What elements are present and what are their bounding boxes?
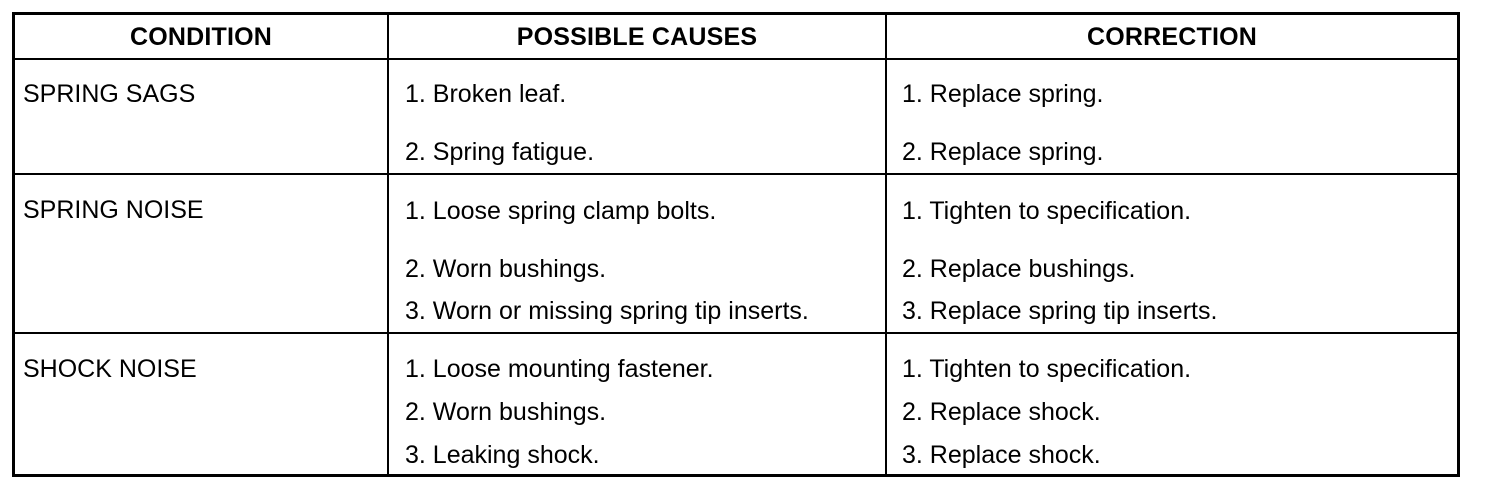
correction-3-2: 2. Replace shock. [902, 398, 1101, 426]
cause-2-3: 3. Worn or missing spring tip inserts. [405, 297, 809, 325]
correction-2-3: 3. Replace spring tip inserts. [902, 297, 1218, 325]
header-condition: CONDITION [129, 22, 273, 51]
row-divider-1 [15, 173, 1457, 175]
cause-3-2: 2. Worn bushings. [405, 398, 607, 426]
cause-2-2: 2. Worn bushings. [405, 255, 607, 283]
correction-1-1: 1. Replace spring. [902, 80, 1104, 108]
cause-3-1: 1. Loose mounting fastener. [405, 355, 714, 383]
cause-1-2: 2. Spring fatigue. [405, 138, 595, 166]
header-possible-causes: POSSIBLE CAUSES [516, 22, 758, 51]
cause-3-3: 3. Leaking shock. [405, 441, 600, 469]
cause-1-1: 1. Broken leaf. [405, 80, 567, 108]
cause-2-1: 1. Loose spring clamp bolts. [405, 197, 717, 225]
diagnosis-table [12, 12, 1460, 477]
column-divider-1 [387, 15, 389, 474]
correction-2-1: 1. Tighten to specification. [902, 197, 1192, 225]
column-divider-2 [885, 15, 887, 474]
condition-spring-noise: SPRING NOISE [23, 196, 204, 224]
row-divider-2 [15, 332, 1457, 334]
header-correction: CORRECTION [1086, 22, 1258, 51]
correction-2-2: 2. Replace bushings. [902, 255, 1136, 283]
correction-3-1: 1. Tighten to specification. [902, 355, 1192, 383]
correction-3-3: 3. Replace shock. [902, 441, 1101, 469]
condition-spring-sags: SPRING SAGS [23, 80, 196, 108]
condition-shock-noise: SHOCK NOISE [23, 355, 197, 383]
correction-1-2: 2. Replace spring. [902, 138, 1104, 166]
